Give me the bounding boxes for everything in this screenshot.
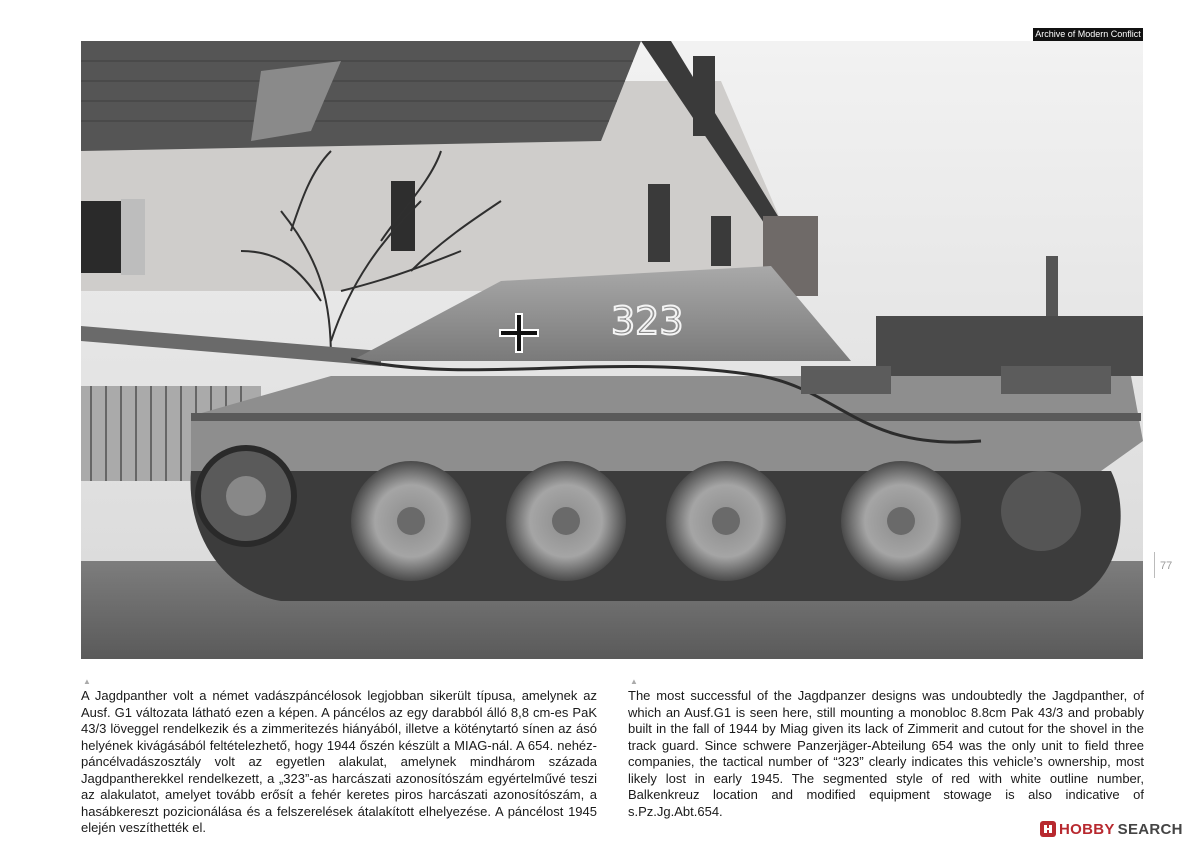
watermark-brand-b: SEARCH xyxy=(1117,820,1183,838)
house-window xyxy=(711,216,731,266)
tank-photograph xyxy=(81,41,1143,659)
hobbysearch-logo-icon xyxy=(1040,821,1056,837)
photo-credit: Archive of Modern Conflict xyxy=(1033,28,1143,41)
hull xyxy=(191,376,1143,471)
caption-english: The most successful of the Jagdpanzer designs was undoubtedly the Jagdpanther, of which an Ausf.G1 is seen here, still mounting a monobloc 8.8cm Pak 43/3 and probably built in the fall of 1944 by Miag given its lack of Zimmerit and cutout for the shovel in the track guard. Since schwere Panzerjäger-Abteilung 654 was the only unit to field three companies, the tactical number of “323” clearly indicates this vehicle’s ownership, most likely lost in early 1945. The segmented style of red with white outline number, Balkenkreuz location and modified equipment stowage is also indicative of s.Pz.Jg.Abt.654. xyxy=(628,688,1144,819)
track-guard xyxy=(191,413,1141,421)
jagdpanther-illustration xyxy=(81,41,1143,659)
caption-marker-icon: ▲ xyxy=(630,677,638,686)
tactical-number: 323 xyxy=(611,299,684,343)
house-roof xyxy=(81,41,641,151)
watermark xyxy=(1040,819,1183,839)
house-window xyxy=(693,56,715,136)
caption-hungarian: A Jagdpanther volt a német vadászpáncélosok legjobban sikerült típusa, amelynek az Ausf. G1 változata látható ezen a képen. A páncélos az egy darabból álló 8,8 cm-es PaK 43/3 löveggel rendelkezik és a zimmeritezés hiányából, illetve a köténytartó sínen az ásó helyének kivágásából feltételezhető, hogy 1944 őszén készült a MIAG-nál. A 654. nehéz-páncélvadászosztály volt az egyetlen alakulat, amelynek mindhárom százada Jagdpantherekkel rendelkezett, a „323”-as harcászati azonosítószám egyértelművé teszi az alakulatot, amelyet tovább erősít a fehér keretes piros harcászati azonosítószám, a hasábkereszt pozicionálása és a felszerelések átalakított elhelyezése. A páncélost 1945 elején veszíthették el. xyxy=(81,688,597,835)
house-window xyxy=(648,184,670,262)
caption-marker-icon: ▲ xyxy=(83,677,91,686)
page-number-rule xyxy=(1154,552,1155,578)
page-number: 77 xyxy=(1160,560,1173,572)
house-window xyxy=(81,201,121,273)
track xyxy=(191,471,1121,601)
watermark-brand-a: HOBBY xyxy=(1059,820,1115,838)
house-window xyxy=(391,181,415,251)
